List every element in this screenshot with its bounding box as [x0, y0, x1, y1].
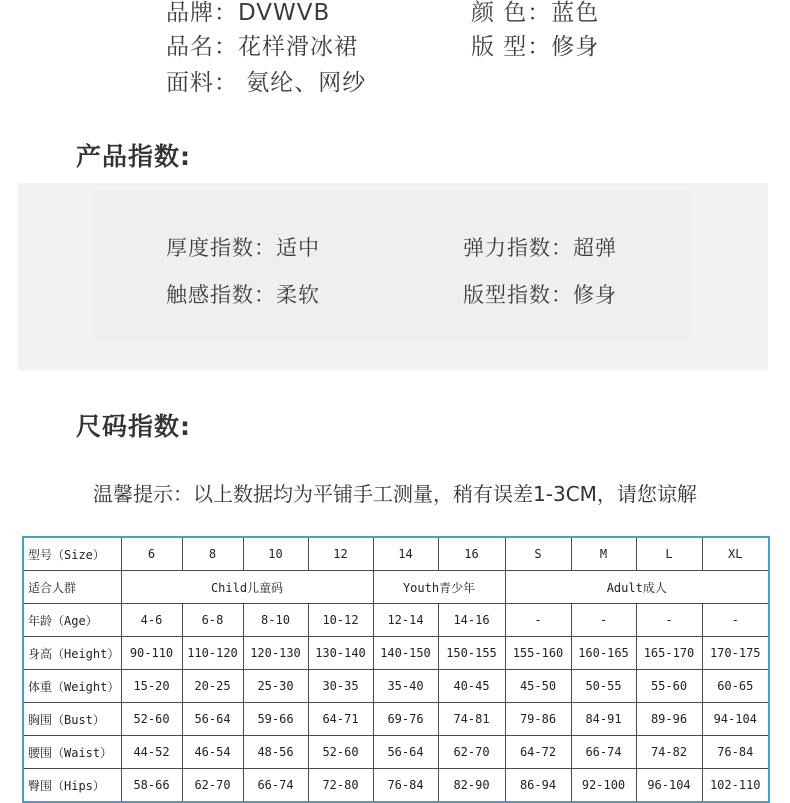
- table-cell: 59-66: [243, 703, 308, 736]
- table-cell: -: [636, 604, 702, 637]
- elasticity-index: 弹力指数：超弹: [463, 236, 617, 260]
- table-cell: 腰围（Waist）: [23, 736, 121, 769]
- table-cell: 82-90: [438, 769, 505, 803]
- table-cell: S: [505, 537, 571, 571]
- youth-group-cell: Youth青少年: [373, 571, 505, 604]
- table-cell: 102-110: [702, 769, 769, 803]
- product-index-title: 产品指数:: [76, 142, 191, 171]
- table-cell: 76-84: [373, 769, 438, 803]
- table-cell: 86-94: [505, 769, 571, 803]
- table-row: [23, 637, 769, 670]
- table-cell: 160-165: [571, 637, 636, 670]
- table-cell: 25-30: [243, 670, 308, 703]
- table-cell: 胸围（Bust）: [23, 703, 121, 736]
- table-cell: 56-64: [182, 703, 243, 736]
- table-cell: 74-81: [438, 703, 505, 736]
- table-cell: 10: [243, 537, 308, 571]
- color-text: 颜 色：蓝色: [471, 0, 600, 26]
- thickness-index: 厚度指数：适中: [166, 236, 320, 260]
- table-cell: 16: [438, 537, 505, 571]
- table-cell: 110-120: [182, 637, 243, 670]
- table-cell: 52-60: [308, 736, 373, 769]
- fit-text: 版 型：修身: [471, 34, 600, 60]
- table-cell: 15-20: [121, 670, 182, 703]
- table-cell: 66-74: [243, 769, 308, 803]
- table-cell: 69-76: [373, 703, 438, 736]
- table-cell: -: [571, 604, 636, 637]
- table-cell: 10-12: [308, 604, 373, 637]
- table-cell: 140-150: [373, 637, 438, 670]
- table-cell: 165-170: [636, 637, 702, 670]
- material-text: 面料： 氨纶、网纱: [166, 70, 367, 96]
- table-cell: 50-55: [571, 670, 636, 703]
- table-cell: L: [636, 537, 702, 571]
- table-cell: -: [702, 604, 769, 637]
- table-header-row: [23, 537, 769, 571]
- table-cell: 身高（Height）: [23, 637, 121, 670]
- table-cell: 62-70: [182, 769, 243, 803]
- size-table-body: [23, 604, 769, 803]
- table-cell: 72-80: [308, 769, 373, 803]
- table-cell: 150-155: [438, 637, 505, 670]
- table-cell: 20-25: [182, 670, 243, 703]
- table-cell: 155-160: [505, 637, 571, 670]
- fit-index: 版型指数：修身: [463, 283, 617, 307]
- table-cell: 45-50: [505, 670, 571, 703]
- table-cell: 35-40: [373, 670, 438, 703]
- table-cell: 体重（Weight）: [23, 670, 121, 703]
- table-cell: -: [505, 604, 571, 637]
- table-cell: 76-84: [702, 736, 769, 769]
- table-cell: 56-64: [373, 736, 438, 769]
- table-cell: XL: [702, 537, 769, 571]
- child-group-cell: Child儿童码: [121, 571, 373, 604]
- table-cell: 74-82: [636, 736, 702, 769]
- table-cell: 30-35: [308, 670, 373, 703]
- table-cell: M: [571, 537, 636, 571]
- table-row: [23, 736, 769, 769]
- table-cell: 79-86: [505, 703, 571, 736]
- table-cell: 年龄（Age）: [23, 604, 121, 637]
- brand-text: 品牌：DVWVB: [166, 0, 331, 26]
- table-cell: 4-6: [121, 604, 182, 637]
- table-cell: 92-100: [571, 769, 636, 803]
- table-cell: 94-104: [702, 703, 769, 736]
- adult-group-cell: Adult成人: [505, 571, 769, 604]
- table-cell: 58-66: [121, 769, 182, 803]
- table-cell: 适合人群: [23, 571, 121, 604]
- table-cell: 89-96: [636, 703, 702, 736]
- table-row: [23, 769, 769, 803]
- table-cell: 14: [373, 537, 438, 571]
- table-cell: 臀围（Hips）: [23, 769, 121, 803]
- table-cell: 8-10: [243, 604, 308, 637]
- table-cell: 40-45: [438, 670, 505, 703]
- table-cell: 90-110: [121, 637, 182, 670]
- size-index-title: 尺码指数:: [76, 412, 191, 441]
- table-cell: 型号（Size）: [23, 537, 121, 571]
- table-cell: 6: [121, 537, 182, 571]
- table-cell: 6-8: [182, 604, 243, 637]
- product-index-inner-panel: [94, 190, 690, 340]
- table-cell: 55-60: [636, 670, 702, 703]
- table-cell: 52-60: [121, 703, 182, 736]
- measurement-tip: 温馨提示：以上数据均为平铺手工测量，稍有误差1-3CM，请您谅解: [93, 482, 697, 506]
- table-cell: 44-52: [121, 736, 182, 769]
- table-group-row: [23, 571, 769, 604]
- table-cell: 12: [308, 537, 373, 571]
- table-cell: 64-71: [308, 703, 373, 736]
- table-cell: 66-74: [571, 736, 636, 769]
- touch-index: 触感指数：柔软: [166, 283, 320, 307]
- table-cell: 12-14: [373, 604, 438, 637]
- size-table: [22, 536, 770, 803]
- table-cell: 48-56: [243, 736, 308, 769]
- table-cell: 8: [182, 537, 243, 571]
- table-row: [23, 703, 769, 736]
- table-row: [23, 604, 769, 637]
- table-cell: 84-91: [571, 703, 636, 736]
- table-cell: 130-140: [308, 637, 373, 670]
- table-cell: 46-54: [182, 736, 243, 769]
- table-cell: 14-16: [438, 604, 505, 637]
- table-row: [23, 670, 769, 703]
- table-cell: 60-65: [702, 670, 769, 703]
- table-cell: 96-104: [636, 769, 702, 803]
- table-cell: 120-130: [243, 637, 308, 670]
- table-cell: 62-70: [438, 736, 505, 769]
- table-cell: 170-175: [702, 637, 769, 670]
- table-cell: 64-72: [505, 736, 571, 769]
- product-name-text: 品名：花样滑冰裙: [166, 34, 358, 60]
